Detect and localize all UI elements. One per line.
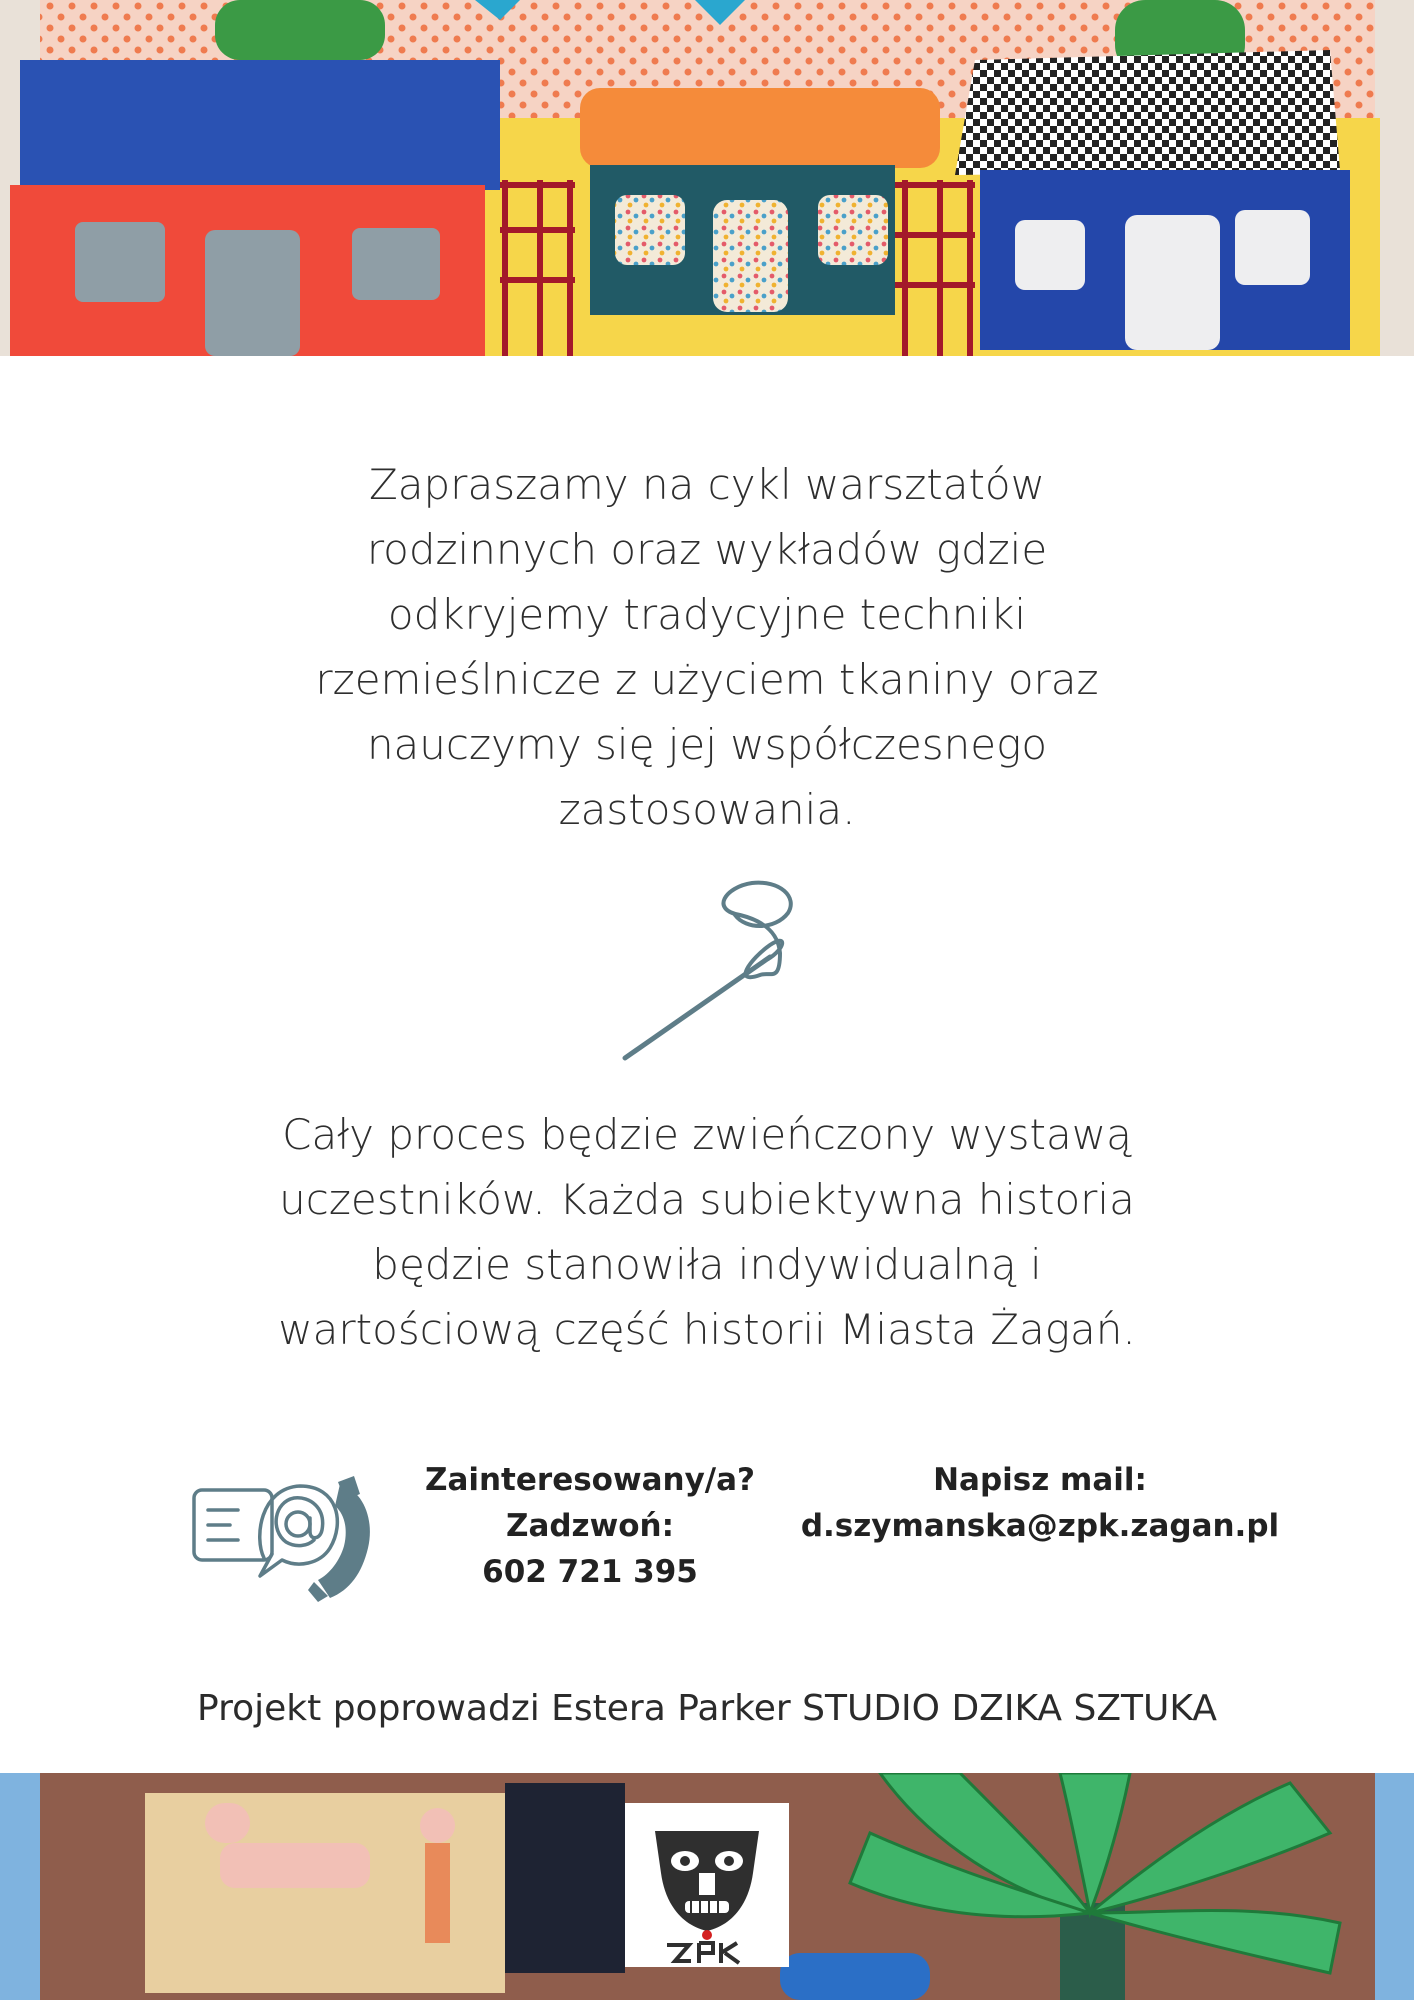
mail-address[interactable]: d.szymanska@zpk.zagan.pl (800, 1508, 1280, 1544)
email-phone-icon (190, 1468, 375, 1603)
outro-line: wartościową część historii Miasta Żagań. (278, 1305, 1136, 1354)
phone-heading: Zainteresowany/a? (424, 1462, 756, 1498)
intro-line: rzemieślnicze z użyciem tkaniny oraz (315, 655, 1099, 704)
mail-heading: Napisz mail: (933, 1462, 1147, 1498)
intro-line: zastosowania. (558, 785, 856, 834)
outro-paragraph (150, 1102, 1264, 1362)
intro-line: nauczymy się jej współczesnego (366, 720, 1048, 769)
intro-line: Zapraszamy na cykl warsztatów (369, 460, 1045, 509)
contact-phone-block (400, 1457, 780, 1595)
intro-line: odkryjemy tradycyjne techniki (387, 590, 1027, 639)
outro-line: będzie stanowiła indywidualną i (372, 1240, 1042, 1289)
contact-mail-block (780, 1457, 1300, 1549)
intro-paragraph (180, 452, 1234, 842)
top-patchwork-image (0, 0, 1414, 356)
outro-line: uczestników. Każda subiektywna historia (279, 1175, 1135, 1224)
needle-thread-icon (620, 875, 810, 1065)
project-credit: Projekt poprowadzi Estera Parker STUDIO DZIKA SZTUKA (197, 1688, 1217, 1729)
zpk-mask-logo (625, 1803, 789, 1967)
intro-line: rodzinnych oraz wykładów gdzie (366, 525, 1048, 574)
outro-line: Cały proces będzie zwieńczony wystawą (282, 1110, 1132, 1159)
phone-number[interactable]: 602 721 395 (482, 1554, 698, 1590)
phone-call-label: Zadzwoń: (505, 1508, 675, 1544)
